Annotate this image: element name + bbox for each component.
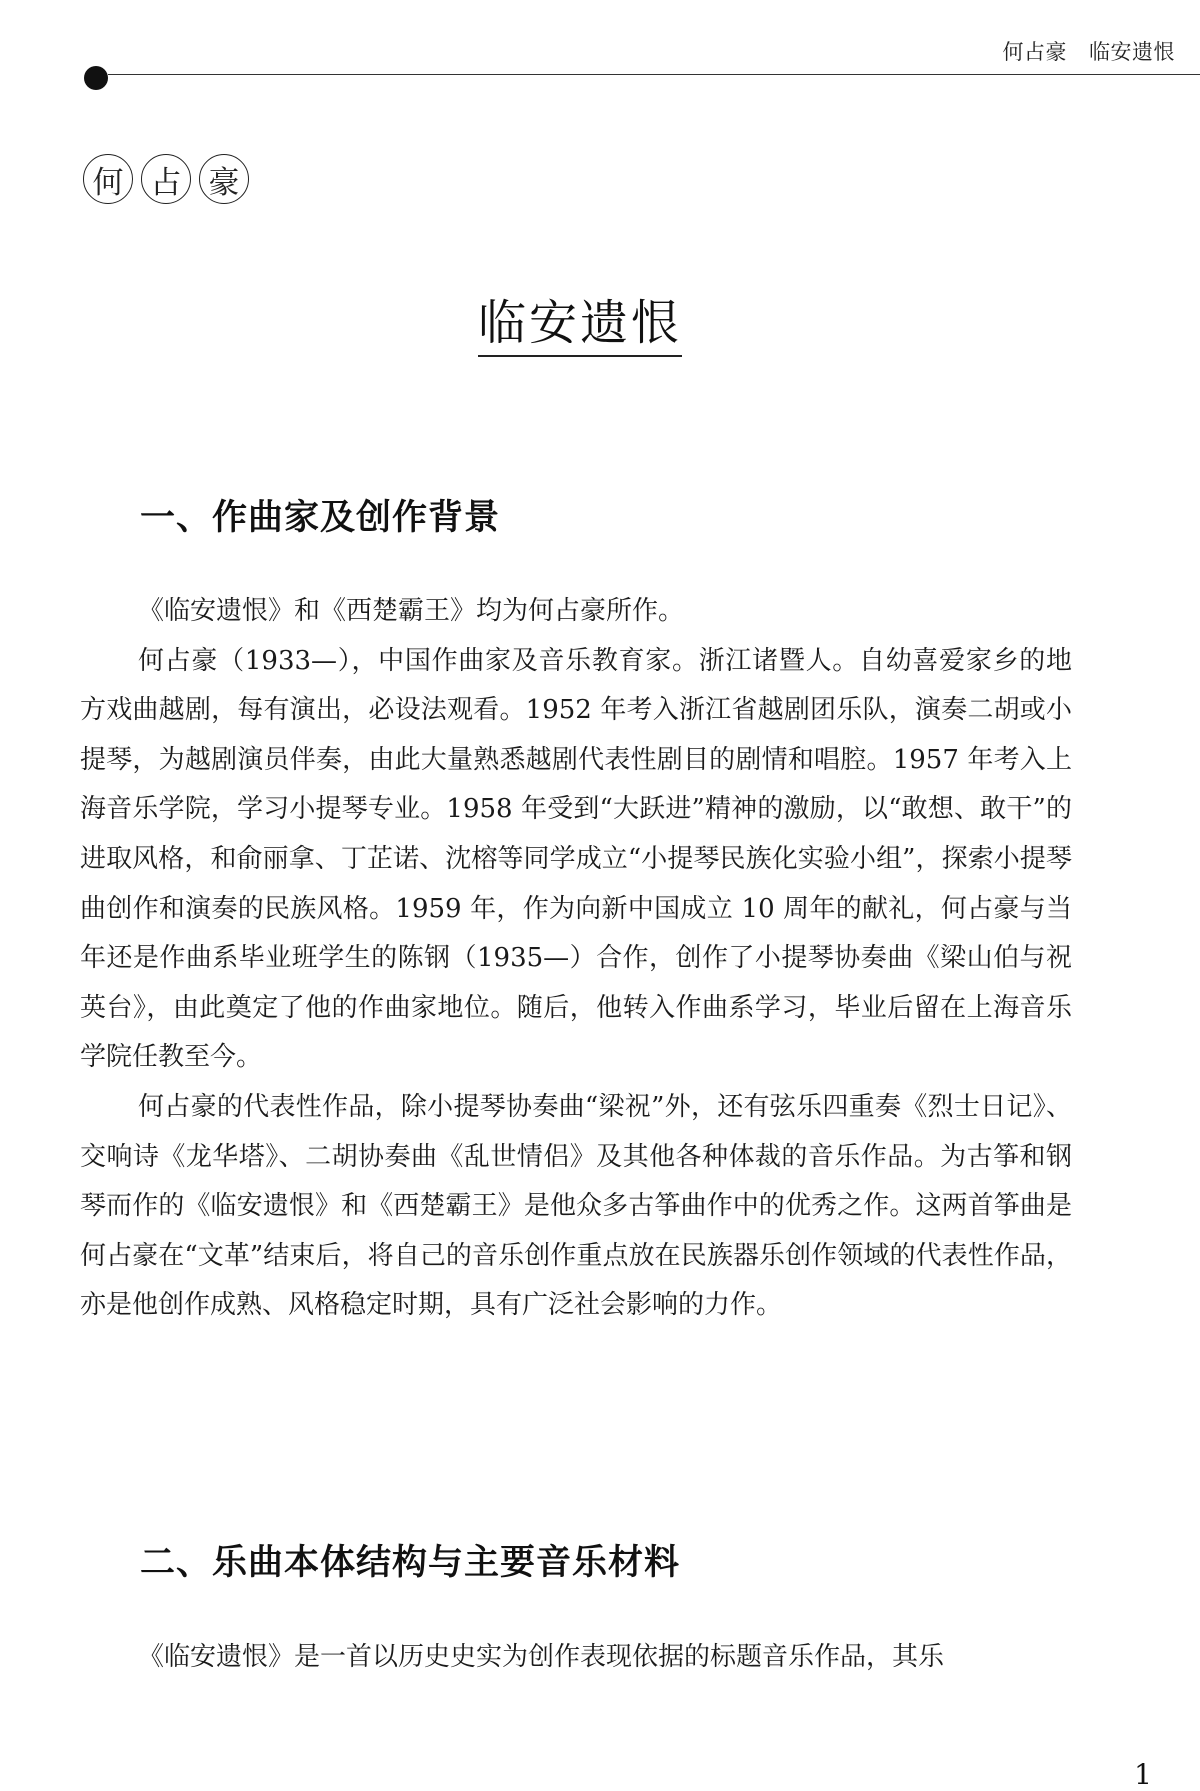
paragraph: 何占豪的代表性作品，除小提琴协奏曲“梁祝”外，还有弦乐四重奏《烈士日记》、交响诗《龙华塔》、二胡协奏曲《乱世情侣》及其他各种体裁的音乐作品。为古筝和钢琴而作的《临安遗恨》和《西楚霸王》是他众多古筝曲作中的优秀之作。这两首筝曲是何占豪在“文革”结束后，将自己的音乐创作重点放在民族器乐创作领域的代表性作品，亦是他创作成熟、风格稳定时期，具有广泛社会影响的力作。: [80, 1091, 1072, 1321]
page-number: 1: [1134, 1758, 1152, 1791]
running-header-author: 何占豪: [1002, 40, 1067, 64]
seal-character: 豪: [199, 154, 249, 204]
running-header: [1003, 36, 1176, 66]
header-rule: [108, 74, 1200, 75]
piece-title-text: 临安遗恨: [478, 295, 682, 357]
section-body-structure: [80, 1633, 1072, 1683]
paragraph: 何占豪（1933—），中国作曲家及音乐教育家。浙江诸暨人。自幼喜爱家乡的地方戏曲越剧，每有演出，必设法观看。1952 年考入浙江省越剧团乐队，演奏二胡或小提琴，为越剧演员伴奏，由此大量熟悉越剧代表性剧目的剧情和唱腔。1957 年考入上海音乐学院，学习小提琴专业。1958 年受到“大跃进”精神的激励，以“敢想、敢干”的进取风格，和俞丽拿、丁芷诺、沈榕等同学成立“小提琴民族化实验小组”，探索小提琴曲创作和演奏的民族风格。1959 年，作为向新中国成立 10 周年的献礼，何占豪与当年还是作曲系毕业班学生的陈钢（1935—）合作，创作了小提琴协奏曲《梁山伯与祝英台》，由此奠定了他的作曲家地位。随后，他转入作曲系学习，毕业后留在上海音乐学院任教至今。: [80, 645, 1072, 1073]
header-bullet-icon: [84, 66, 108, 90]
section-heading-structure: 二、乐曲本体结构与主要音乐材料: [140, 1543, 681, 1583]
composer-name-seal: [83, 154, 257, 204]
seal-character: 占: [141, 154, 191, 204]
seal-character: 何: [83, 154, 133, 204]
paragraph: 《临安遗恨》和《西楚霸王》均为何占豪所作。: [138, 596, 685, 626]
paragraph: 《临安遗恨》是一首以历史史实为创作表现依据的标题音乐作品，其乐: [138, 1642, 945, 1672]
piece-title: [0, 284, 1160, 353]
section-body-background: [80, 587, 1072, 1331]
running-header-title: 临安遗恨: [1089, 40, 1175, 64]
section-heading-background: 一、作曲家及创作背景: [140, 498, 501, 538]
